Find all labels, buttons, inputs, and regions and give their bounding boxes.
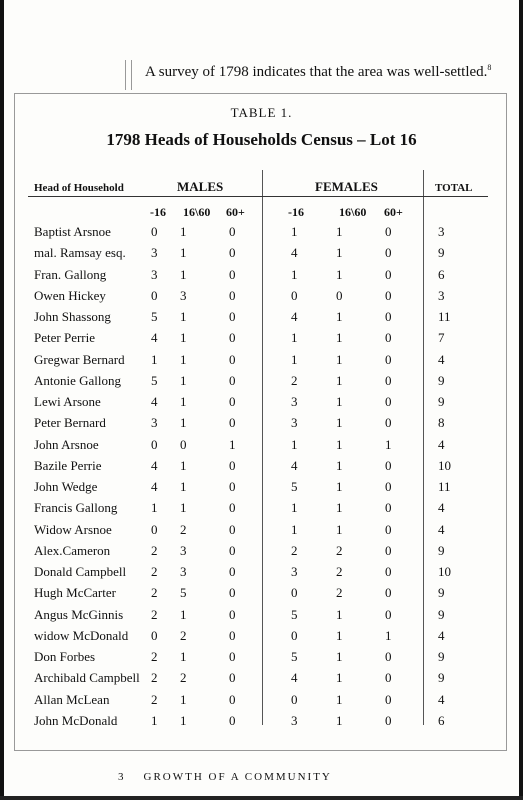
cell-males-16to60: 1: [180, 479, 187, 494]
cell-males-16to60: 5: [180, 585, 187, 601]
cell-females-16to60: 1: [336, 457, 343, 473]
cell-total: 3: [438, 287, 445, 303]
cell-females-60plus: 0: [385, 309, 392, 324]
cell-males-60plus: 0: [229, 330, 236, 346]
cell-males-under16: 2: [151, 564, 158, 579]
cell-males-16to60: 1: [180, 606, 187, 622]
table-row: [0, 456, 523, 477]
cell-males-under16: 0: [151, 224, 158, 239]
table-row: [0, 583, 523, 604]
cell-females-60plus: 0: [385, 649, 392, 664]
cell-head-of-household: Owen Hickey: [34, 287, 106, 303]
cell-males-16to60: 1: [180, 351, 187, 367]
cell-females-16to60: 1: [336, 415, 343, 431]
cell-head-of-household: Alex.Cameron: [34, 542, 111, 558]
page-footer: [118, 771, 332, 783]
header-males: MALES: [177, 179, 224, 194]
cell-head-of-household: Widow Arsnoe: [34, 521, 112, 537]
cell-females-under16: 3: [291, 712, 298, 728]
cell-males-60plus: 0: [229, 606, 236, 622]
cell-males-60plus: 0: [229, 521, 236, 537]
cell-females-under16: 4: [291, 670, 298, 686]
cell-males-60plus: 0: [229, 627, 236, 643]
cell-males-under16: 1: [151, 712, 158, 728]
table-row: [0, 477, 523, 498]
cell-females-60plus: 0: [385, 712, 392, 728]
cell-females-16to60: 1: [336, 670, 343, 686]
cell-total: 6: [438, 266, 445, 282]
cell-males-60plus: 0: [229, 415, 236, 431]
cell-females-under16: 1: [291, 500, 298, 516]
cell-males-60plus: 0: [229, 457, 236, 473]
cell-females-16to60: 1: [336, 309, 343, 324]
cell-females-16to60: 1: [336, 436, 343, 452]
table-row: [0, 498, 523, 519]
cell-head-of-household: Donald Campbell: [34, 564, 127, 579]
header-females: FEMALES: [315, 179, 378, 194]
cell-females-under16: 0: [291, 691, 298, 707]
cell-males-16to60: 1: [180, 500, 187, 516]
cell-head-of-household: Baptist Arsnoe: [34, 224, 111, 239]
cell-females-60plus: 0: [385, 245, 392, 261]
cell-females-16to60: 2: [336, 542, 343, 558]
cell-head-of-household: John Wedge: [34, 479, 98, 494]
table-row: [0, 626, 523, 647]
book-title: GROWTH OF A COMMUNITY: [143, 771, 332, 783]
cell-females-60plus: 0: [385, 564, 392, 579]
cell-males-60plus: 0: [229, 691, 236, 707]
table-row: [0, 690, 523, 711]
header-head-of-household: Head of Household: [34, 182, 124, 194]
table-row: [0, 541, 523, 562]
cell-males-16to60: 1: [180, 309, 187, 324]
cell-females-under16: 0: [291, 627, 298, 643]
cell-males-60plus: 0: [229, 542, 236, 558]
table-row: [0, 286, 523, 307]
cell-females-under16: 5: [291, 606, 298, 622]
census-table-body: [0, 222, 523, 732]
cell-males-16to60: 1: [180, 266, 187, 282]
cell-males-60plus: 0: [229, 351, 236, 367]
cell-males-60plus: 0: [229, 287, 236, 303]
cell-total: 4: [438, 627, 445, 643]
cell-females-16to60: 1: [336, 500, 343, 516]
table-row: [0, 711, 523, 732]
cell-total: 4: [438, 691, 445, 707]
table-title: 1798 Heads of Households Census – Lot 16: [106, 130, 417, 149]
cell-males-60plus: 0: [229, 372, 236, 388]
cell-males-under16: 2: [151, 670, 158, 686]
cell-total: 9: [438, 670, 445, 686]
cell-total: 11: [438, 309, 451, 324]
header-total: TOTAL: [435, 182, 473, 194]
cell-females-under16: 3: [291, 564, 298, 579]
margin-bar: [131, 60, 132, 90]
cell-males-60plus: 0: [229, 712, 236, 728]
cell-males-60plus: 0: [229, 394, 236, 409]
cell-total: 9: [438, 372, 445, 388]
cell-head-of-household: Allan McLean: [34, 691, 110, 707]
cell-females-60plus: 0: [385, 606, 392, 622]
cell-total: 11: [438, 479, 451, 494]
cell-total: 7: [438, 330, 445, 346]
cell-females-60plus: 0: [385, 372, 392, 388]
cell-males-16to60: 1: [180, 649, 187, 664]
cell-head-of-household: Archibald Campbell: [34, 670, 140, 686]
table-row: [0, 520, 523, 541]
cell-head-of-household: John Shassong: [34, 309, 111, 324]
cell-males-16to60: 1: [180, 415, 187, 431]
cell-females-60plus: 0: [385, 542, 392, 558]
table-row: [0, 392, 523, 413]
cell-females-16to60: 0: [336, 287, 343, 303]
cell-total: 3: [438, 224, 445, 239]
cell-males-60plus: 0: [229, 309, 236, 324]
cell-males-under16: 5: [151, 309, 158, 324]
cell-females-60plus: 0: [385, 479, 392, 494]
cell-males-under16: 4: [151, 457, 158, 473]
header-rule: [28, 196, 488, 197]
table-row: [0, 350, 523, 371]
cell-total: 9: [438, 542, 445, 558]
cell-males-16to60: 2: [180, 627, 187, 643]
cell-total: 9: [438, 585, 445, 601]
cell-males-under16: 3: [151, 245, 158, 261]
cell-females-60plus: 0: [385, 415, 392, 431]
subheader-females-16to60: 16\60: [339, 205, 367, 219]
table-row: [0, 562, 523, 583]
cell-total: 4: [438, 500, 445, 516]
cell-females-under16: 1: [291, 351, 298, 367]
cell-males-under16: 4: [151, 479, 158, 494]
cell-females-under16: 1: [291, 266, 298, 282]
cell-males-16to60: 1: [180, 457, 187, 473]
cell-head-of-household: Lewi Arsone: [34, 394, 101, 409]
cell-females-under16: 3: [291, 394, 298, 409]
page-number: 3: [118, 771, 126, 783]
page-edge-bottom: [0, 796, 523, 800]
cell-total: 4: [438, 436, 445, 452]
cell-females-under16: 2: [291, 542, 298, 558]
table-row: [0, 435, 523, 456]
cell-males-under16: 0: [151, 627, 158, 643]
table-row: [0, 605, 523, 626]
footnote-marker: 8: [487, 63, 492, 72]
table-row: [0, 265, 523, 286]
cell-males-60plus: 1: [229, 436, 236, 452]
cell-females-16to60: 1: [336, 606, 343, 622]
intro-text: A survey of 1798 indicates that the area was well-settled.: [145, 64, 488, 80]
table-row: [0, 328, 523, 349]
cell-males-16to60: 2: [180, 670, 187, 686]
table-row: [0, 647, 523, 668]
cell-head-of-household: Fran. Gallong: [34, 266, 107, 282]
cell-females-60plus: 1: [385, 436, 392, 452]
cell-males-60plus: 0: [229, 649, 236, 664]
cell-females-16to60: 1: [336, 521, 343, 537]
cell-males-16to60: 3: [180, 287, 187, 303]
cell-males-16to60: 0: [180, 436, 187, 452]
table-row: [0, 222, 523, 243]
cell-males-16to60: 2: [180, 521, 187, 537]
cell-males-under16: 5: [151, 372, 158, 388]
cell-males-60plus: 0: [229, 500, 236, 516]
cell-females-60plus: 0: [385, 521, 392, 537]
cell-females-under16: 1: [291, 436, 298, 452]
cell-males-under16: 0: [151, 287, 158, 303]
cell-females-under16: 0: [291, 287, 298, 303]
cell-males-16to60: 3: [180, 542, 187, 558]
subheader-males-16to60: 16\60: [183, 205, 211, 219]
cell-total: 9: [438, 245, 445, 261]
cell-females-16to60: 1: [336, 245, 343, 261]
cell-head-of-household: Bazile Perrie: [34, 457, 102, 473]
cell-females-60plus: 0: [385, 394, 392, 409]
cell-females-16to60: 1: [336, 394, 343, 409]
cell-females-60plus: 0: [385, 224, 392, 239]
cell-head-of-household: widow McDonald: [34, 627, 129, 643]
cell-females-16to60: 1: [336, 649, 343, 664]
cell-females-16to60: 1: [336, 351, 343, 367]
cell-males-16to60: 1: [180, 372, 187, 388]
subheader-females-60plus: 60+: [384, 205, 403, 219]
cell-males-16to60: 1: [180, 712, 187, 728]
cell-females-16to60: 1: [336, 224, 343, 239]
cell-males-16to60: 1: [180, 330, 187, 346]
cell-males-16to60: 1: [180, 691, 187, 707]
cell-males-60plus: 0: [229, 245, 236, 261]
cell-males-under16: 2: [151, 542, 158, 558]
cell-females-16to60: 1: [336, 266, 343, 282]
subheader-males-under16: -16: [150, 205, 166, 219]
cell-males-under16: 2: [151, 691, 158, 707]
cell-females-16to60: 1: [336, 330, 343, 346]
cell-females-16to60: 1: [336, 479, 343, 494]
cell-males-under16: 0: [151, 521, 158, 537]
table-row: [0, 413, 523, 434]
cell-total: 9: [438, 394, 445, 409]
cell-males-under16: 1: [151, 500, 158, 516]
cell-head-of-household: Antonie Gallong: [34, 372, 122, 388]
cell-head-of-household: Francis Gallong: [34, 500, 118, 516]
cell-females-under16: 1: [291, 224, 298, 239]
cell-females-60plus: 0: [385, 691, 392, 707]
cell-total: 4: [438, 521, 445, 537]
cell-head-of-household: Peter Bernard: [34, 415, 106, 431]
cell-total: 4: [438, 351, 445, 367]
cell-females-60plus: 0: [385, 670, 392, 686]
subheader-males-60plus: 60+: [226, 205, 245, 219]
cell-head-of-household: Peter Perrie: [34, 330, 96, 346]
cell-males-under16: 4: [151, 330, 158, 346]
table-number: TABLE 1.: [230, 105, 293, 120]
cell-total: 10: [438, 564, 451, 579]
cell-females-16to60: 2: [336, 564, 343, 579]
cell-females-60plus: 0: [385, 351, 392, 367]
intro-paragraph: [145, 58, 505, 82]
cell-males-under16: 2: [151, 649, 158, 664]
cell-males-60plus: 0: [229, 585, 236, 601]
table-row: [0, 243, 523, 264]
cell-females-under16: 3: [291, 415, 298, 431]
cell-males-under16: 2: [151, 585, 158, 601]
cell-males-16to60: 1: [180, 245, 187, 261]
cell-females-16to60: 1: [336, 691, 343, 707]
cell-females-under16: 1: [291, 521, 298, 537]
cell-males-under16: 0: [151, 436, 158, 452]
cell-females-16to60: 1: [336, 627, 343, 643]
cell-females-under16: 4: [291, 245, 298, 261]
cell-females-60plus: 0: [385, 500, 392, 516]
table-row: [0, 307, 523, 328]
cell-females-under16: 1: [291, 330, 298, 346]
cell-males-16to60: 3: [180, 564, 187, 579]
cell-females-60plus: 0: [385, 585, 392, 601]
cell-females-60plus: 0: [385, 330, 392, 346]
cell-females-60plus: 0: [385, 457, 392, 473]
cell-males-60plus: 0: [229, 564, 236, 579]
cell-head-of-household: John Arsnoe: [34, 436, 99, 452]
cell-females-under16: 2: [291, 372, 298, 388]
cell-total: 9: [438, 649, 445, 664]
cell-head-of-household: Gregwar Bernard: [34, 351, 125, 367]
cell-females-under16: 5: [291, 479, 298, 494]
cell-females-16to60: 1: [336, 712, 343, 728]
cell-males-60plus: 0: [229, 479, 236, 494]
cell-females-16to60: 1: [336, 372, 343, 388]
cell-males-16to60: 1: [180, 394, 187, 409]
cell-head-of-household: Hugh McCarter: [34, 585, 116, 601]
cell-females-16to60: 2: [336, 585, 343, 601]
cell-head-of-household: Angus McGinnis: [34, 606, 124, 622]
cell-males-under16: 3: [151, 266, 158, 282]
cell-total: 9: [438, 606, 445, 622]
cell-males-under16: 2: [151, 606, 158, 622]
cell-males-16to60: 1: [180, 224, 187, 239]
cell-females-under16: 0: [291, 585, 298, 601]
cell-females-under16: 4: [291, 309, 298, 324]
cell-females-60plus: 1: [385, 627, 392, 643]
cell-males-under16: 1: [151, 351, 158, 367]
subheader-females-under16: -16: [288, 205, 304, 219]
cell-females-under16: 5: [291, 649, 298, 664]
cell-total: 10: [438, 457, 451, 473]
cell-males-under16: 4: [151, 394, 158, 409]
cell-males-60plus: 0: [229, 266, 236, 282]
cell-head-of-household: mal. Ramsay esq.: [34, 245, 126, 261]
cell-total: 6: [438, 712, 445, 728]
table-row: [0, 668, 523, 689]
table-row: [0, 371, 523, 392]
cell-head-of-household: Don Forbes: [34, 649, 96, 664]
cell-males-under16: 3: [151, 415, 158, 431]
cell-head-of-household: John McDonald: [34, 712, 118, 728]
margin-bar: [125, 60, 126, 90]
cell-females-60plus: 0: [385, 266, 392, 282]
cell-total: 8: [438, 415, 445, 431]
cell-males-60plus: 0: [229, 670, 236, 686]
cell-males-60plus: 0: [229, 224, 236, 239]
cell-females-under16: 4: [291, 457, 298, 473]
cell-females-60plus: 0: [385, 287, 392, 303]
